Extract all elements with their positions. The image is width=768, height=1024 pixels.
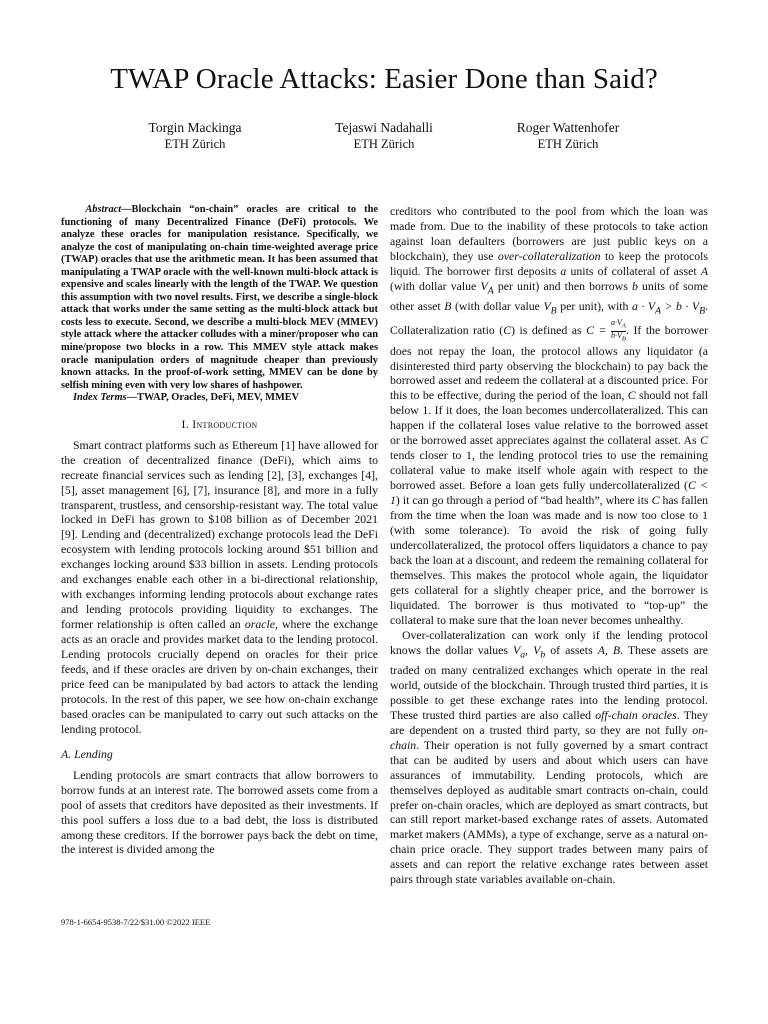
section-number: I.	[181, 416, 189, 431]
section-title: Introduction	[192, 416, 258, 431]
author-affiliation: ETH Zürich	[537, 137, 599, 151]
abstract-text: —Blockchain “on-chain” oracles are critical to the functioning of many Decentralized Finance (DeFi) protocols. We analyze these oracles for manipulation resistance. Specifically, we analyze the cost of manipulating on-chain time-weighted average price (TWAP) oracles that use the arithmetic mean. It has been assumed that manipulating a TWAP oracle with the well-known multi-block attack is expensive and scales linearly with the length of the TWAP. We question this assumption with two novel results. First, we describe a single-block attack that works under the same setting as the multi-block attack but costs less to execute. Second, we describe a multi-block MEV (MMEV) style attack where the attacker colludes with a miner/proposer who can mine/propose two blocks in a row. This MMEV style attack makes oracle manipulation orders of magnitude cheaper than previously known attacks. In the proof-of-work setting, MMEV can be done by selfish mining even with very low shares of hashpower.	[61, 204, 378, 391]
right-column	[390, 204, 708, 887]
intro-text: Smart contract platforms such as Ethereum [1] have allowed for the creation of decentralized finance (DeFi), which aims to recreate financial services such as lending [2], [3], exchanges [4], [5], asset management [6], [7], insurance [8], and more in a fully transparent, trustless, and censorship-resistant way. The total value locked in DeFi has grown to $108 billion as of December 2021 [9]. Lending and (decentralized) exchange protocols lead the DeFi ecosystem with lending protocols locking around $51 billion and exchanges locking around $33 billion in assets. Lending protocols and exchanges enable each other in a bi-directional relationship, with exchanges informing lending protocols about exchange rates and lending protocols providing liquidity to exchanges. The former relationship is often called an	[61, 437, 378, 632]
fraction: $\frac{a\cdot V_A}{b\cdot V_B}$	[611, 318, 626, 343]
author-1	[105, 119, 285, 153]
lending-paragraph: Lending protocols are smart contracts that allow borrowers to borrow funds at an interest rate. The borrowed assets come from a pool of assets that creditors have deposited as their investments. If this pool suffers a loss due to a bad debt, the loss is distributed among these creditors. If the borrower pays back the debt on time, the interest is divided among the	[61, 767, 378, 857]
intro-emphasis: oracle	[244, 617, 275, 632]
author-name: Torgin Mackinga	[148, 120, 242, 135]
section-heading-introduction	[61, 417, 378, 432]
emphasis-onchain: on-chain	[390, 722, 709, 752]
intro-paragraph	[61, 438, 378, 737]
author-affiliation: ETH Zürich	[164, 137, 226, 151]
abstract	[61, 204, 378, 392]
index-terms	[61, 392, 378, 405]
paper-title: TWAP Oracle Attacks: Easier Done than Said?	[110, 63, 658, 95]
author-2	[294, 119, 474, 153]
index-terms-label: Index Terms	[73, 392, 127, 404]
index-terms-text: —TWAP, Oracles, DeFi, MEV, MMEV	[126, 392, 300, 404]
intro-text-tail: , where the exchange acts as an oracle and provides market data to the lending protocol. Lending protocols crucially depend on oracles for their price feeds, and if these oracles are driven by on-chain exchanges, their price feed can be manipulated by bad actors to attack the lending protocols. In the rest of this paper, we see how on-chain exchange based oracles can be manipulated to carry out such attacks on the lending protocol.	[61, 617, 378, 736]
abstract-label: Abstract	[85, 204, 122, 215]
author-name: Tejaswi Nadahalli	[335, 120, 433, 135]
author-affiliation: ETH Zürich	[353, 137, 415, 151]
author-3	[478, 119, 658, 153]
lending-continued-paragraph: creditors who contributed to the pool from which the loan was made from. Due to the inability of these protocols to take action against loan defaulters (borrowers are just public keys on a blockchain), they use over-collateralization to keep the protocols liquid. The borrower first deposits a units of collateral of asset A (with dollar value $V_A$ per unit) and then borrows b units of some other asset B (with dollar value $V_B$ per unit), with $a \cdot V_A > b \cdot V_B$. Collateralization ratio (C) is defined as C = $\frac{a\cdot V_A}{b\cdot V_B}$ . If the borrower does not repay the loan, the protocol allows any liquidator (a disinterested third party observing the blockchain) to pay back the borrowed asset and redeem the collateral at a discounted price. For this to be effective, during the period of the loan, C should not fall below 1. If it does, the loan becomes undercollateralized. This can happen if the collateral loses value relative to the borrowed asset or the borrowed asset appreciates against the collateral asset. As C tends closer to 1, the lending protocol tries to use the remaining collateral value to make itself whole again with respect to the borrowed asset. Before a loan gets fully undercollateralized (C < 1) it can go through a period of “bad health”, where its C has fallen from the time when the loan was made and is now too close to 1 (with some tolerance). To avoid the risk of going fully undercollateralized, the protocol offers liquidators a chance to pay back the loan at a discount, and redeem the remaining collateral for themselves. This makes the protocol whole again, the liquidator gets collateral for a slightly cheaper price, and the borrower is liquidated. The borrower is thus motivated to “top-up” the collateral to make sure that the loan never becomes unhealthy.	[390, 204, 709, 627]
emphasis-offchain-oracles: off-chain oracles	[595, 707, 677, 722]
author-name: Roger Wattenhofer	[516, 120, 620, 135]
oracle-paragraph: Over-collateralization can work only if the lending protocol knows the dollar values $V_a$, $V_b$ of assets A, B. These assets are traded on many centralized exchanges which operate in the real world, outside of the blockchain. Through trusted third parties, it is possible to get these exchange rates into the lending protocol. These trusted third parties are also called off-chain oracles. They are dependent on a trusted third party, so they are not fully on-chain. Their operation is not fully governed by a smart contract that can be audited by users and about which users can have assurances of immutability. Lending protocols, which are themselves deployed as auditable smart contracts on-chain, could prefer on-chain oracles, which are deployed as smart contracts, but can still report market-based exchange rates of assets. Automated market makers (AMMs), a type of exchange, serve as a natural on-chain price oracle. They support trades between many pairs of assets and can report the relative exchange rates between asset pairs through state variables available on-chain.	[390, 627, 709, 887]
copyright-footer: 978-1-6654-9538-7/22/$31.00 ©2022 IEEE	[61, 917, 211, 927]
emphasis-overcollateralization: over-collateralization	[497, 248, 601, 263]
subsection-heading-lending: A. Lending	[61, 746, 113, 761]
left-column	[61, 204, 378, 857]
